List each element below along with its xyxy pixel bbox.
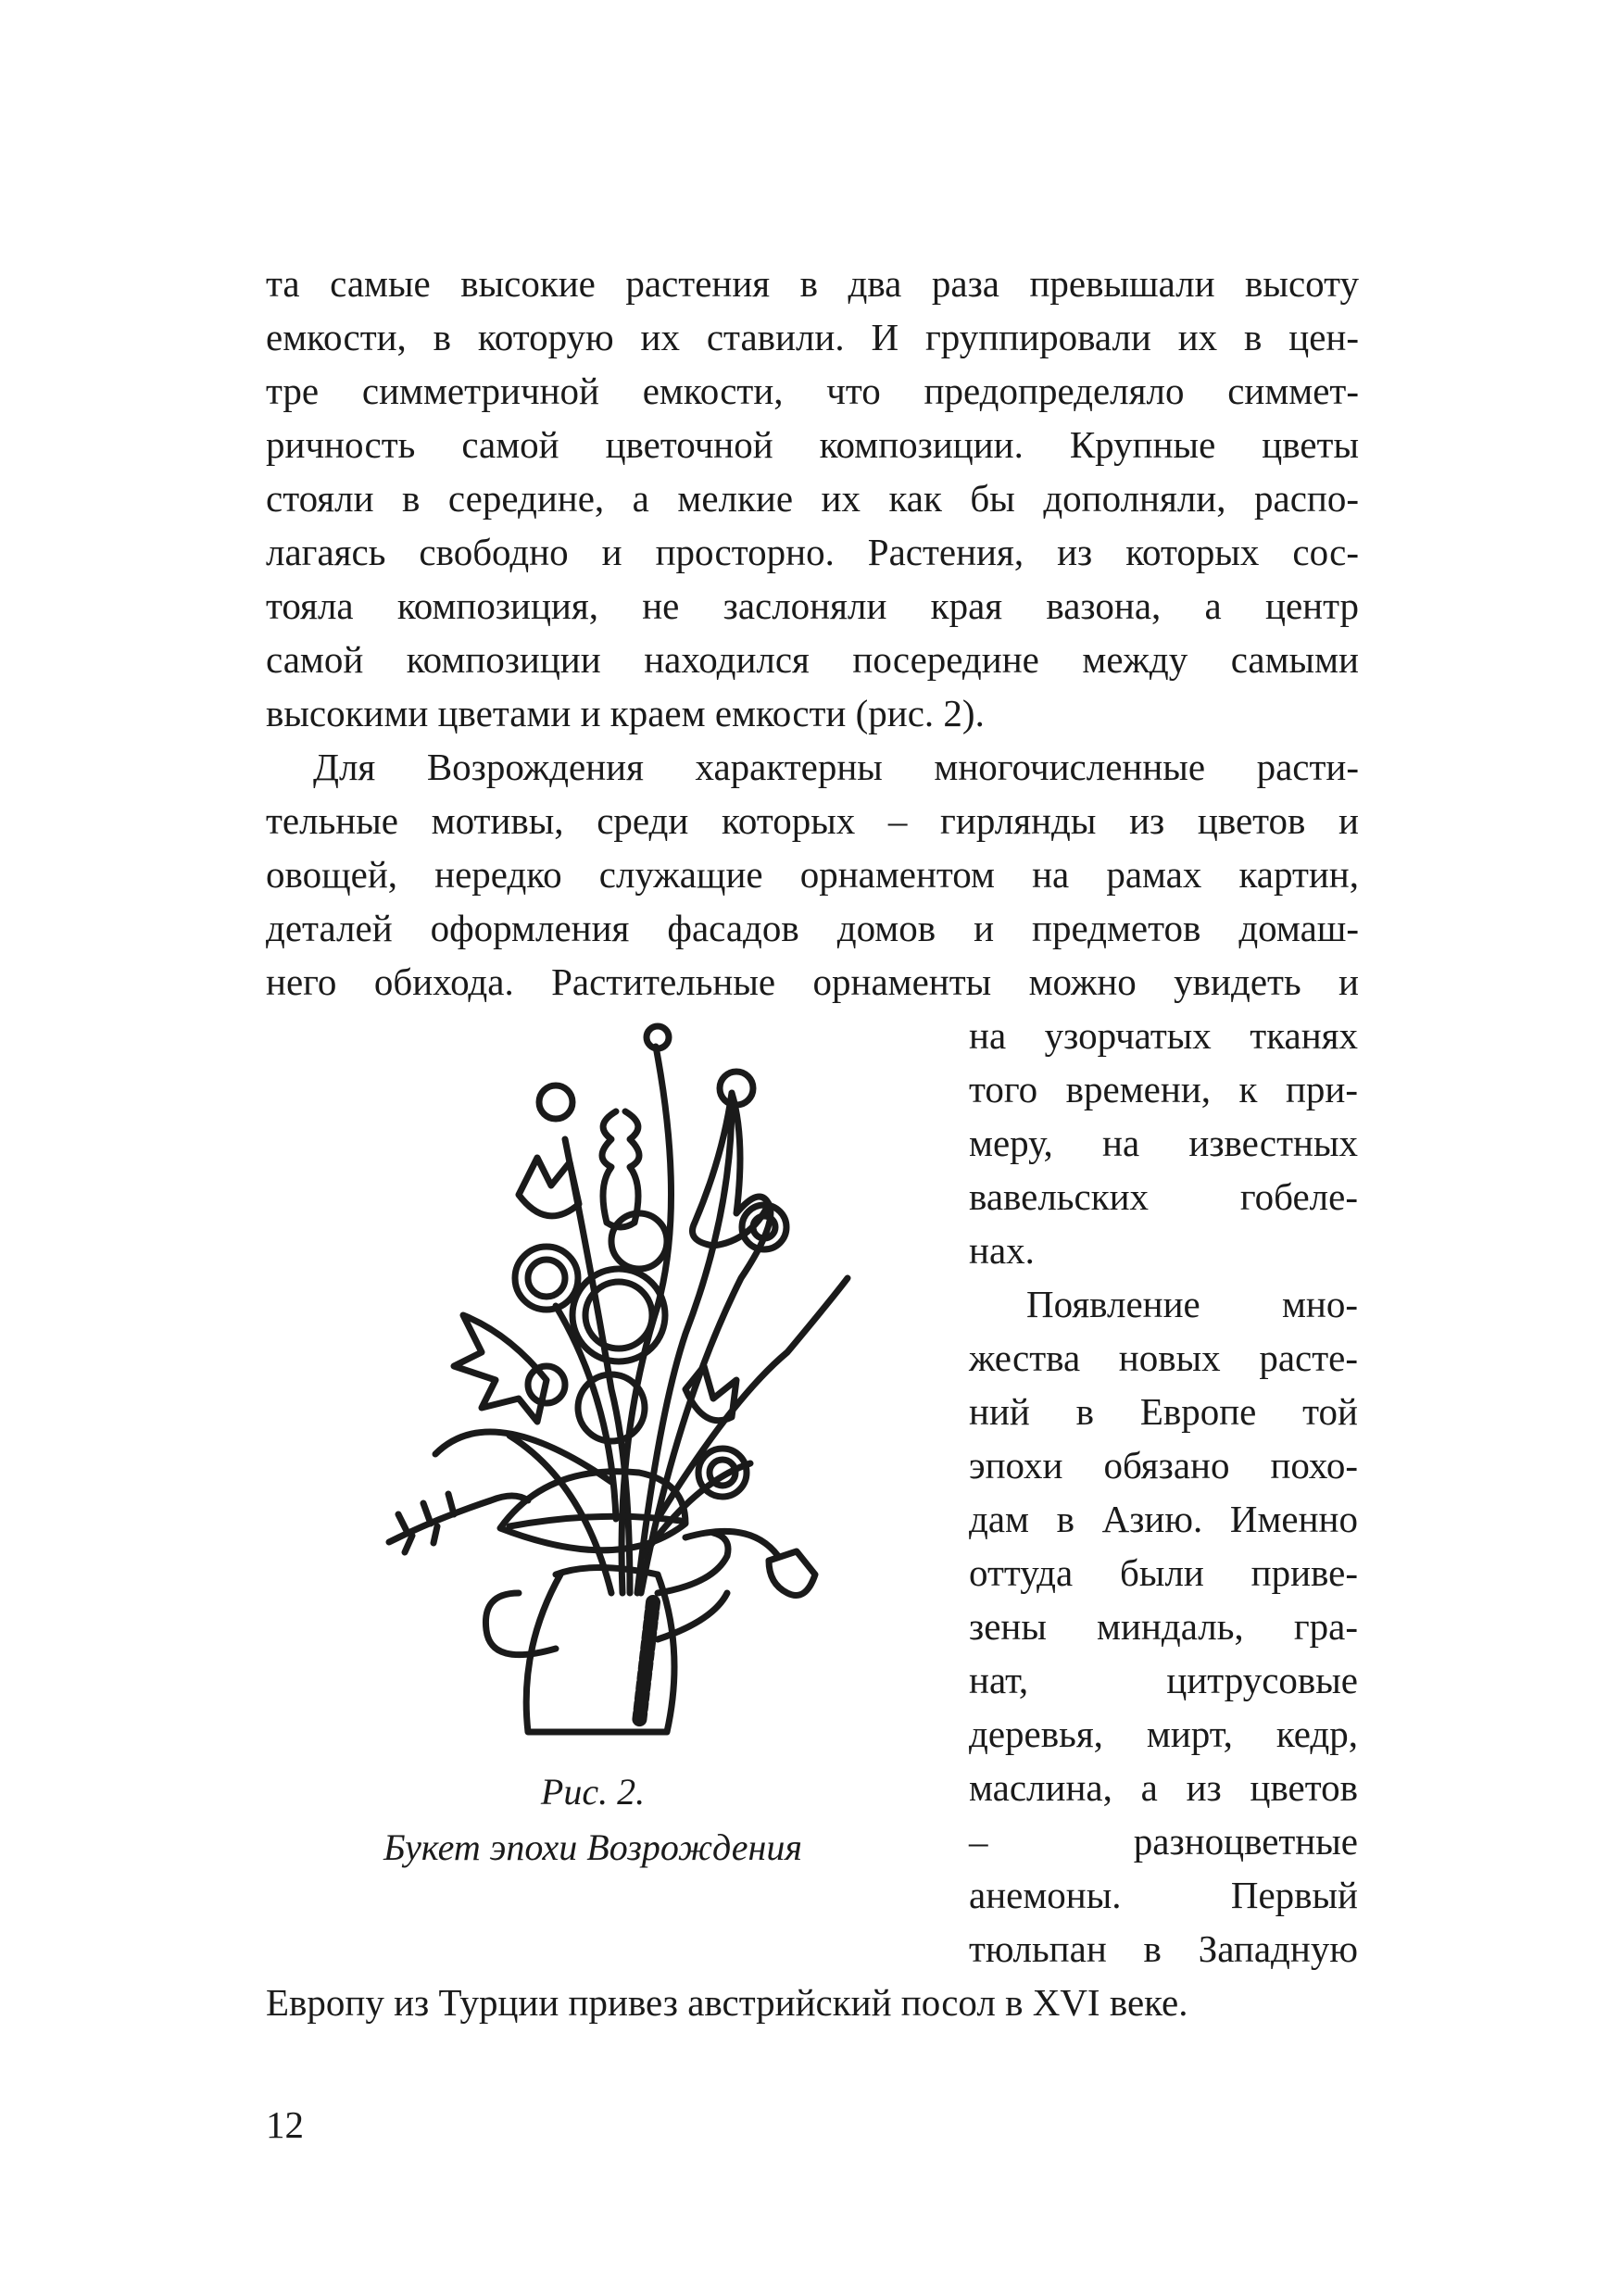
text-line: деревья, мирт, кедр, (969, 1713, 1358, 1755)
text-line: тюльпан в Западную (969, 1927, 1358, 1970)
text-line: высокими цветами и краем емкости (рис. 2). (266, 692, 985, 734)
text-line: на узорчатых тканях (969, 1014, 1358, 1057)
text-line: анемоны. Первый (969, 1874, 1358, 1916)
text-line: самой композиции находился посередине между самыми (266, 638, 1359, 681)
text-line: маслина, а из цветов (969, 1766, 1358, 1809)
text-line: эпохи обязано похо- (969, 1444, 1358, 1487)
text-line: жества новых расте- (969, 1336, 1358, 1379)
text-line: тре симметричной емкости, что предопределяло симмет- (266, 370, 1359, 412)
text-line: лагаясь свободно и просторно. Растения, из которых сос- (266, 531, 1359, 573)
text-line: Для Возрождения характерны многочисленные расти- (313, 746, 1359, 788)
page-number: 12 (266, 2103, 304, 2146)
text-line: – разноцветные (969, 1820, 1358, 1863)
text-line: вавельских гобеле- (969, 1175, 1358, 1218)
text-line: тояла композиция, не заслоняли края вазона, а центр (266, 584, 1359, 627)
figure-caption-number: Рис. 2. (540, 1771, 646, 1813)
text-line: нах. (969, 1229, 1035, 1272)
text-line: та самые высокие растения в два раза превышали высоту (266, 262, 1359, 305)
text-line: стояли в середине, а мелкие их как бы дополняли, распо- (266, 477, 1359, 520)
bouquet-illustration (380, 1000, 898, 1760)
text-line: Появление мно- (1026, 1283, 1358, 1325)
text-line: деталей оформления фасадов домов и предметов домаш- (266, 907, 1359, 949)
text-line: Европу из Турции привез австрийский посол в XVI веке. (266, 1981, 1188, 2024)
text-line: нат, цитрусовые (969, 1659, 1358, 1701)
text-line: ричность самой цветочной композиции. Крупные цветы (266, 423, 1359, 466)
text-line: оттуда были приве- (969, 1551, 1358, 1594)
text-line: зены миндаль, гра- (969, 1605, 1358, 1648)
text-line: того времени, к при- (969, 1068, 1358, 1110)
text-line: дам в Азию. Именно (969, 1498, 1358, 1540)
figure-caption-title: Букет эпохи Возрождения (383, 1826, 802, 1868)
text-line: меру, на известных (969, 1122, 1358, 1164)
text-line: него обихода. Растительные орнаменты можно увидеть и (266, 960, 1359, 1003)
text-line: тельные мотивы, среди которых – гирлянды из цветов и (266, 799, 1359, 842)
text-line: овощей, нередко служащие орнаментом на рамах картин, (266, 853, 1359, 896)
text-line: ний в Европе той (969, 1390, 1358, 1433)
text-line: емкости, в которую их ставили. И группировали их в цен- (266, 316, 1359, 358)
